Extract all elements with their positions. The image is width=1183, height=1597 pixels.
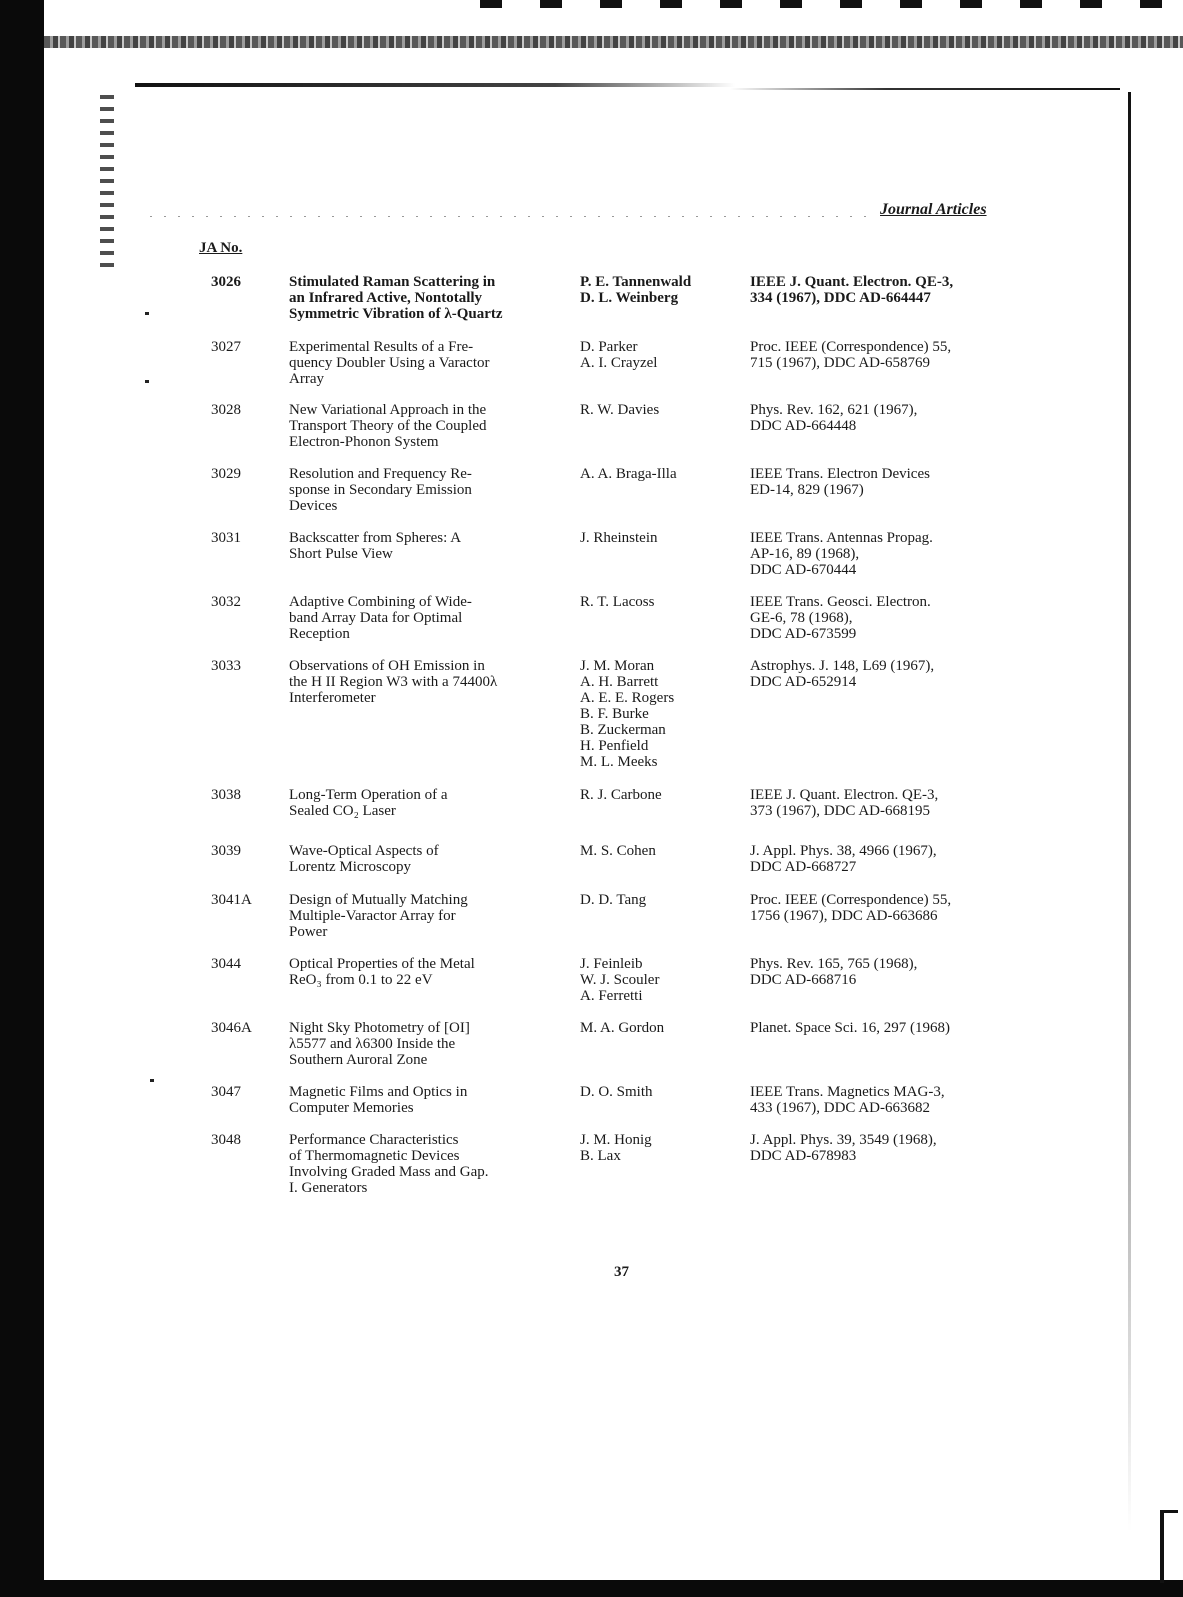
ja-number: 3031 [211,530,241,546]
article-citation: Proc. IEEE (Correspondence) 55, 715 (1967), DDC AD-658769 [750,339,952,371]
ja-number: 3044 [211,956,241,972]
ja-number: 3038 [211,787,241,803]
ja-number: 3032 [211,594,241,610]
article-title: Optical Properties of the Metal ReO₃ from 0.1 to 22 eV [289,956,475,988]
article-title: New Variational Approach in the Transport Theory of the Coupled Electron-Phonon System [289,402,487,450]
article-citation: IEEE J. Quant. Electron. QE-3, 334 (1967), DDC AD-664447 [750,274,954,306]
article-citation: Phys. Rev. 165, 765 (1968), DDC AD-668716 [750,956,918,988]
ja-number: 3046A [211,1020,252,1036]
article-authors: P. E. Tannenwald D. L. Weinberg [580,274,692,306]
ja-number: 3027 [211,339,241,355]
article-authors: R. W. Davies [580,402,660,418]
article-title: Design of Mutually Matching Multiple-Varactor Array for Power [289,892,468,940]
article-citation: IEEE Trans. Antennas Propag. AP-16, 89 (1968), DDC AD-670444 [750,530,933,578]
article-authors: J. M. Moran A. H. Barrett A. E. E. Rogers B. F. Burke B. Zuckerman H. Penfield M. L. Meeks [580,658,675,770]
article-title: Observations of OH Emission in the H II Region W3 with a 74400λ Interferometer [289,658,498,706]
article-citation: Phys. Rev. 162, 621 (1967), DDC AD-664448 [750,402,918,434]
article-citation: Proc. IEEE (Correspondence) 55, 1756 (1967), DDC AD-663686 [750,892,952,924]
article-authors: D. Parker A. I. Crayzel [580,339,658,371]
article-title: Magnetic Films and Optics in Computer Memories [289,1084,468,1116]
column-header-ja-no: JA No. [199,240,243,256]
article-citation: IEEE Trans. Geosci. Electron. GE-6, 78 (1968), DDC AD-673599 [750,594,931,642]
article-authors: D. D. Tang [580,892,647,908]
article-title: Long-Term Operation of a Sealed CO₂ Laser [289,787,448,819]
ja-number: 3047 [211,1084,241,1100]
article-authors: J. Rheinstein [580,530,658,546]
article-authors: M. S. Cohen [580,843,656,859]
ja-number: 3041A [211,892,252,908]
ja-number: 3033 [211,658,241,674]
article-title: Backscatter from Spheres: A Short Pulse View [289,530,462,562]
article-title: Night Sky Photometry of [OI] λ5577 and λ6300 Inside the Southern Auroral Zone [289,1020,470,1068]
section-title: Journal Articles [880,201,987,218]
article-authors: R. T. Lacoss [580,594,655,610]
article-authors: M. A. Gordon [580,1020,665,1036]
article-authors: J. M. Honig B. Lax [580,1132,652,1164]
ja-number: 3026 [211,274,241,290]
article-title: Resolution and Frequency Re- sponse in Secondary Emission Devices [289,466,472,514]
ja-number: 3029 [211,466,241,482]
article-title: Experimental Results of a Fre- quency Doubler Using a Varactor Array [289,339,490,387]
article-title: Performance Characteristics of Thermomagnetic Devices Involving Graded Mass and Gap. I. Generators [289,1132,489,1196]
article-citation: J. Appl. Phys. 38, 4966 (1967), DDC AD-668727 [750,843,937,875]
article-authors: J. Feinleib W. J. Scouler A. Ferretti [580,956,660,1004]
ja-number: 3048 [211,1132,241,1148]
article-citation: Planet. Space Sci. 16, 297 (1968) [750,1020,950,1036]
article-citation: Astrophys. J. 148, L69 (1967), DDC AD-652914 [750,658,935,690]
article-title: Stimulated Raman Scattering in an Infrared Active, Nontotally Symmetric Vibration of λ-Quartz [289,274,503,322]
ja-number: 3039 [211,843,241,859]
article-citation: IEEE J. Quant. Electron. QE-3, 373 (1967), DDC AD-668195 [750,787,939,819]
article-title: Wave-Optical Aspects of Lorentz Microscopy [289,843,439,875]
article-authors: D. O. Smith [580,1084,653,1100]
article-citation: IEEE Trans. Magnetics MAG-3, 433 (1967), DDC AD-663682 [750,1084,945,1116]
article-authors: R. J. Carbone [580,787,662,803]
article-title: Adaptive Combining of Wide- band Array Data for Optimal Reception [289,594,472,642]
page-number: 37 [614,1264,629,1280]
article-citation: IEEE Trans. Electron Devices ED-14, 829 (1967) [750,466,930,498]
ja-number: 3028 [211,402,241,418]
article-authors: A. A. Braga-Illa [580,466,677,482]
article-citation: J. Appl. Phys. 39, 3549 (1968), DDC AD-678983 [750,1132,937,1164]
